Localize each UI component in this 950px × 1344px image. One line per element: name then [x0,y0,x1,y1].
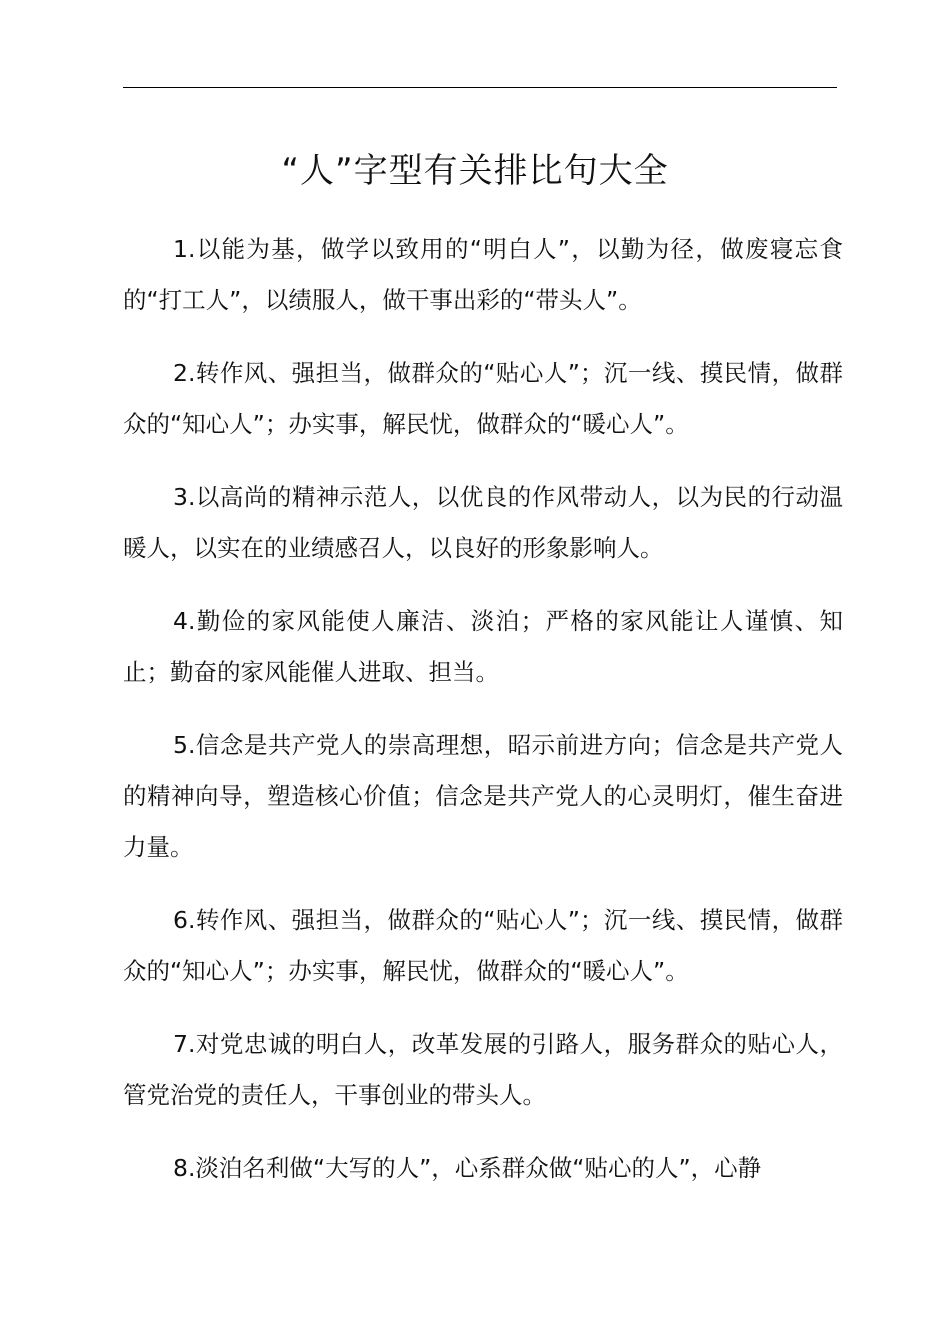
paragraph-text: 淡泊名利做“大写的人”，心系群众做“贴心的人”，心静 [195,1154,762,1182]
paragraph-2 [123,348,843,450]
paragraph-text: 对党忠诚的明白人，改革发展的引路人，服务群众的贴心人，管党治党的责任人，干事创业的带头人。 [123,1030,843,1109]
document-body [123,224,843,1216]
paragraph-4 [123,596,843,698]
paragraph-number: 3. [173,483,196,511]
paragraph-1 [123,224,843,326]
paragraph-number: 8. [173,1154,196,1182]
paragraph-6 [123,895,843,997]
paragraph-text: 勤俭的家风能使人廉洁、淡泊；严格的家风能让人谨慎、知止；勤奋的家风能催人进取、担当。 [123,607,843,686]
paragraph-text: 以能为基，做学以致用的“明白人”，以勤为径，做废寝忘食的“打工人”，以绩服人，做干事出彩的“带头人”。 [123,235,843,314]
paragraph-number: 5. [173,731,196,759]
paragraph-number: 2. [173,359,196,387]
paragraph-8 [123,1143,843,1194]
header-rule [123,87,837,88]
paragraph-number: 7. [173,1030,196,1058]
paragraph-number: 1. [173,235,196,263]
paragraph-number: 6. [173,906,196,934]
document-title: “人”字型有关排比句大全 [281,151,669,191]
paragraph-7 [123,1019,843,1121]
paragraph-text: 以高尚的精神示范人，以优良的作风带动人，以为民的行动温暖人，以实在的业绩感召人，以良好的形象影响人。 [123,483,843,562]
paragraph-text: 信念是共产党人的崇高理想，昭示前进方向；信念是共产党人的精神向导，塑造核心价值；信念是共产党人的心灵明灯，催生奋进力量。 [123,731,843,861]
paragraph-number: 4. [173,607,196,635]
paragraph-text: 转作风、强担当，做群众的“贴心人”；沉一线、摸民情，做群众的“知心人”；办实事，解民忧，做群众的“暖心人”。 [123,906,843,985]
paragraph-5 [123,720,843,873]
paragraph-3 [123,472,843,574]
paragraph-text: 转作风、强担当，做群众的“贴心人”；沉一线、摸民情，做群众的“知心人”；办实事，解民忧，做群众的“暖心人”。 [123,359,843,438]
